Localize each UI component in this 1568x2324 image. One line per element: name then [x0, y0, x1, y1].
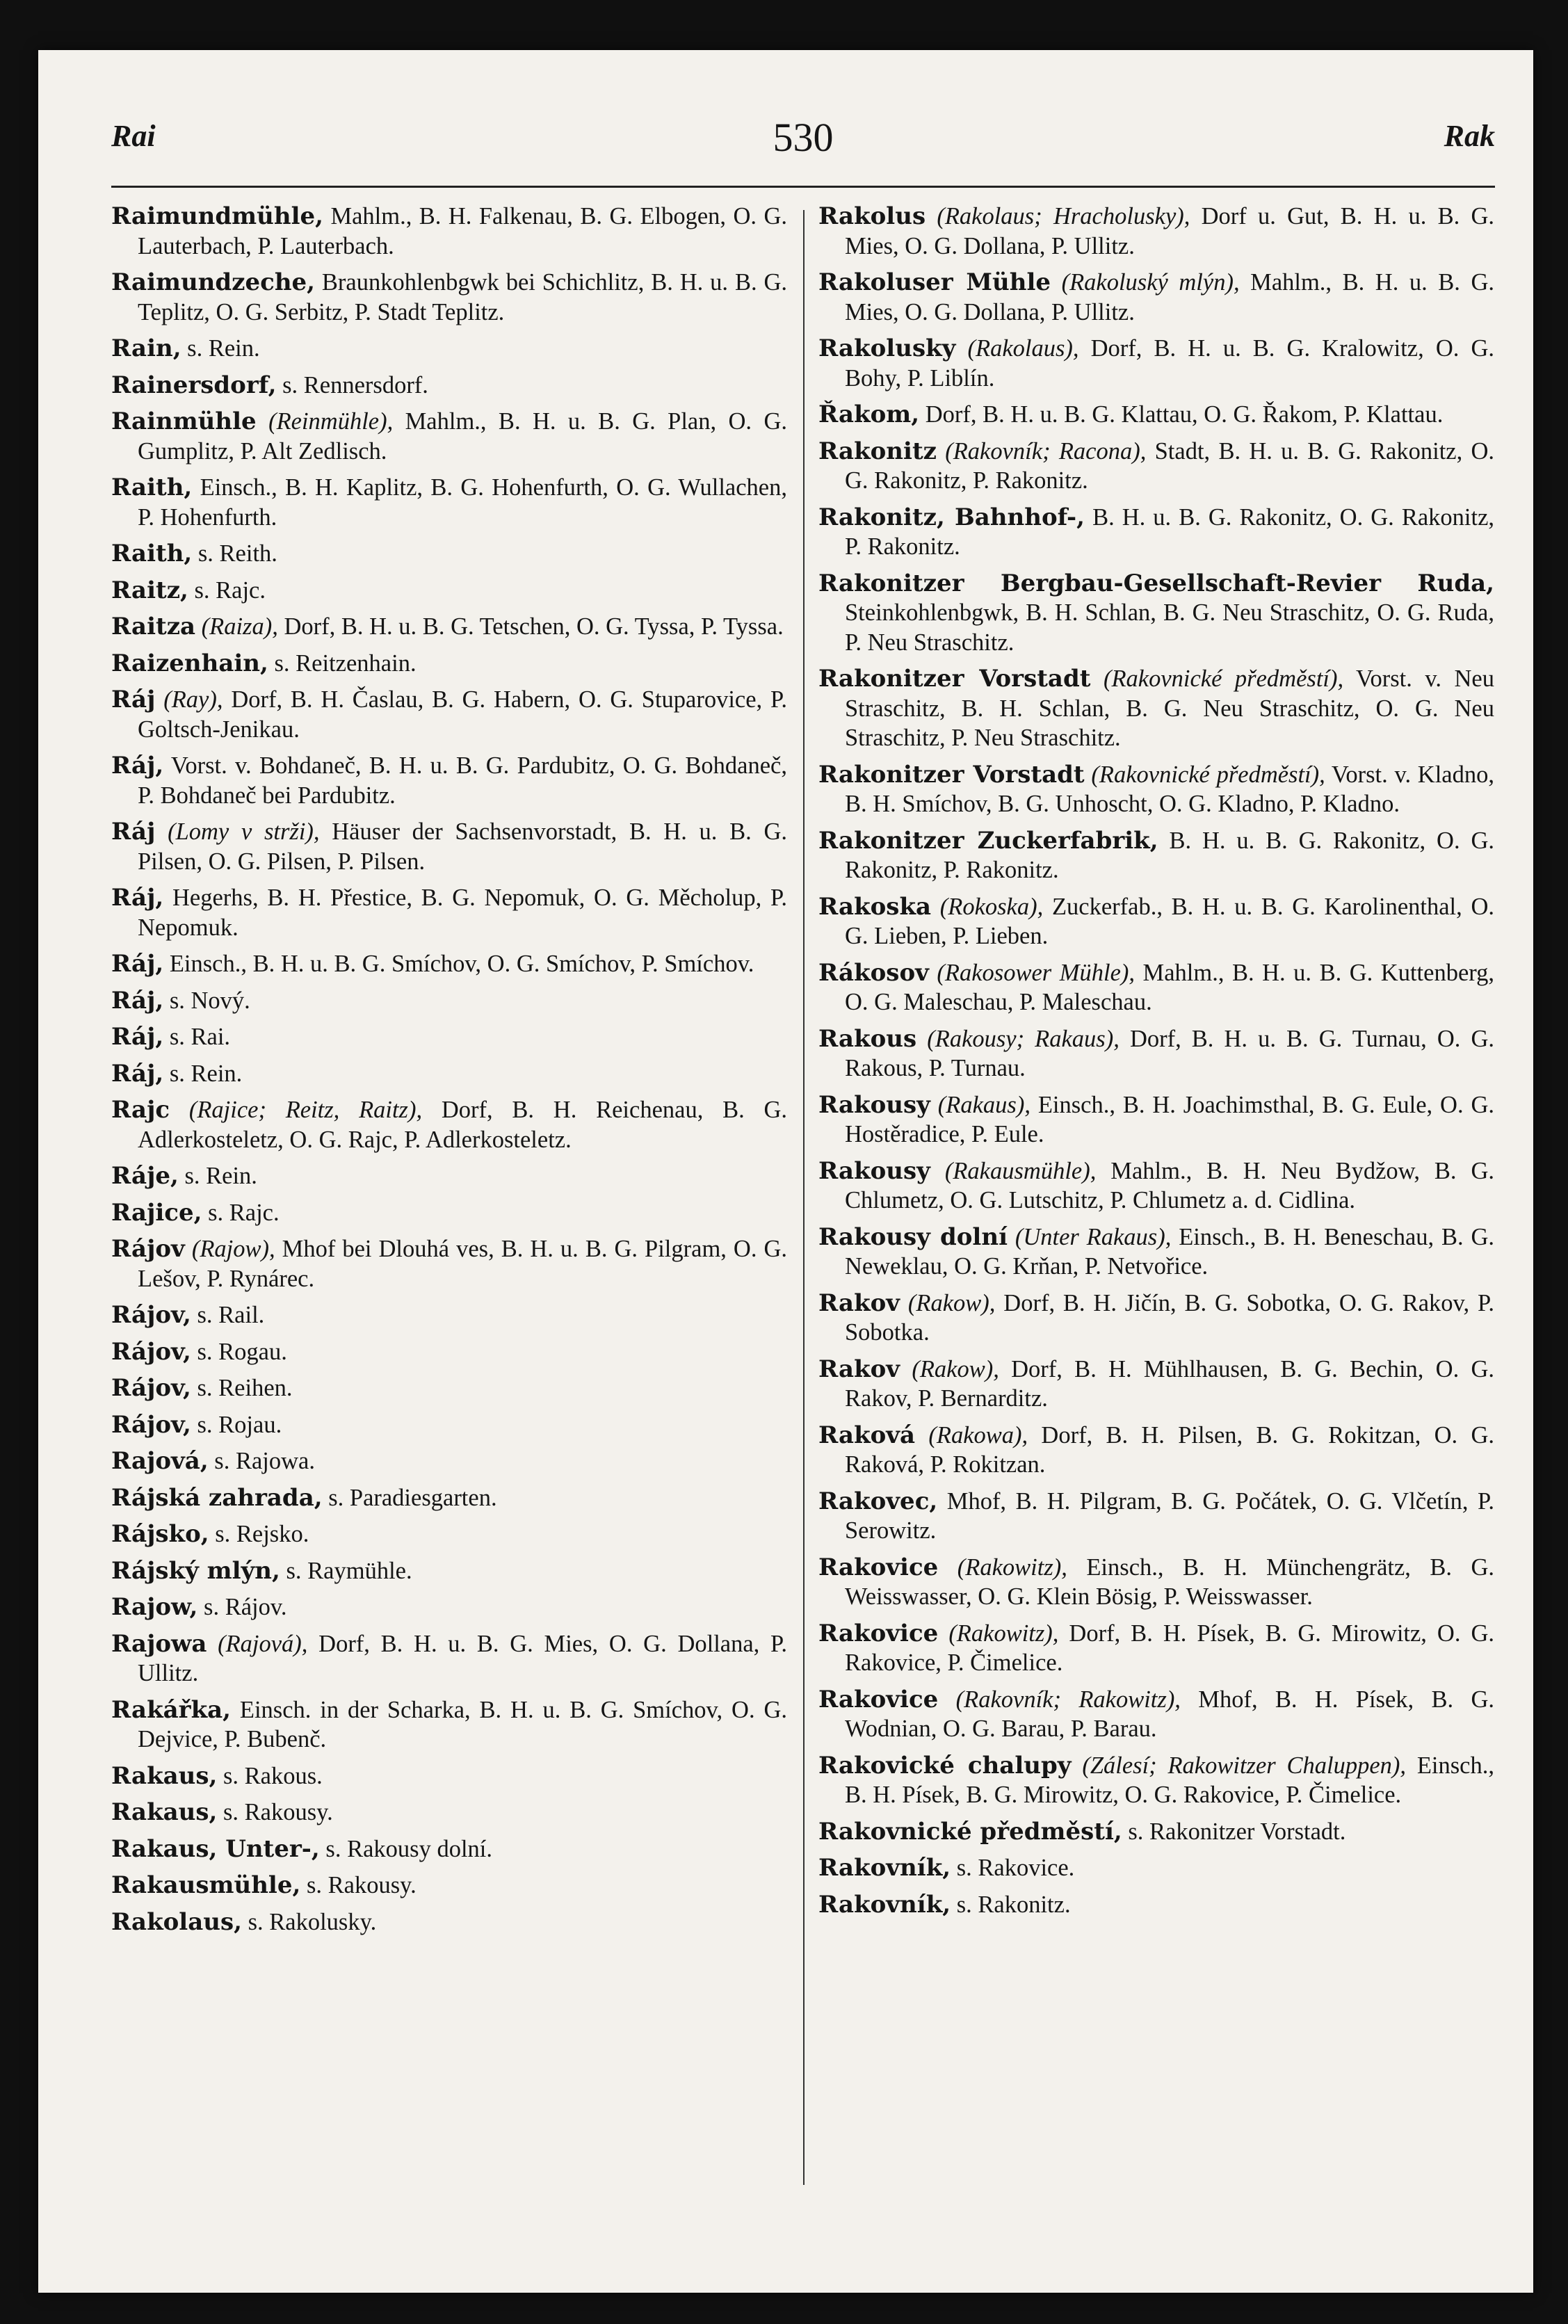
entry-description: s. Rakovice. — [956, 1855, 1075, 1881]
entry-description: Vorst. v. Neu Straschitz, B. H. Schlan, B. G. Neu Straschitz, O. G. Neu Straschitz, P. Neu Straschitz. — [845, 665, 1494, 751]
entry-description: Mahlm., B. H. Neu Bydžow, B. G. Chlumetz, O. G. Lutschitz, P. Chlumetz a. d. Cidlina. — [845, 1157, 1494, 1213]
entry-description: Einsch. in der Scharka, B. H. u. B. G. Smíchov, O. G. Dejvice, P. Bubenč. — [138, 1696, 787, 1752]
gazetteer-entry — [111, 473, 787, 532]
entry-headword: Rájsko, — [111, 1520, 209, 1548]
gazetteer-entry — [111, 1161, 787, 1191]
entry-headword: Rakous — [818, 1024, 917, 1053]
entry-variant-names: (Rakoluský mlýn), — [1061, 269, 1240, 296]
entry-description: s. Rejsko. — [215, 1521, 309, 1547]
gazetteer-entry — [818, 1853, 1494, 1883]
entry-headword: Rakovec, — [818, 1487, 938, 1515]
entry-variant-names: (Unter Rakaus), — [1015, 1223, 1172, 1250]
entry-description: s. Raymühle. — [286, 1557, 412, 1584]
entry-headword: Raitza — [111, 613, 196, 640]
entry-headword: Ráj, — [111, 1059, 164, 1088]
gazetteer-entry — [818, 334, 1494, 393]
entry-variant-names: (Rakolaus), — [967, 335, 1079, 362]
column-divider — [803, 210, 805, 2185]
gazetteer-entry — [111, 649, 787, 679]
page-number: 530 — [773, 115, 834, 160]
entry-headword: Rajc — [111, 1096, 170, 1124]
entry-description: Dorf, B. H. u. B. G. Klattau, O. G. Řakom, P. Klattau. — [925, 401, 1444, 428]
entry-description: Steinkohlenbgwk, B. H. Schlan, B. G. Neu Straschitz, O. G. Ruda, P. Neu Straschitz. — [845, 599, 1494, 656]
entry-headword: Rájov, — [111, 1410, 191, 1439]
entry-headword: Ráj, — [111, 884, 164, 912]
entry-headword: Rajová, — [111, 1447, 209, 1475]
entry-description: s. Rájov. — [204, 1594, 287, 1620]
gazetteer-entry — [111, 1907, 787, 1937]
entry-variant-names: (Rakaus), — [937, 1091, 1030, 1118]
entry-description: Dorf, B. H. Písek, B. G. Mirowitz, O. G. Rakovice, P. Čimelice. — [845, 1620, 1495, 1676]
entry-headword: Rainersdorf, — [111, 371, 277, 399]
entry-variant-names: (Lomy v strži), — [168, 818, 320, 845]
dictionary-page — [38, 50, 1533, 2293]
entry-headword: Rakovice — [818, 1685, 939, 1713]
entry-headword: Rakousy — [818, 1090, 930, 1119]
entry-variant-names: (Reinmühle), — [268, 408, 394, 435]
gazetteer-entry — [111, 1198, 787, 1228]
entry-headword: Rájov — [111, 1235, 185, 1263]
gazetteer-entry — [818, 400, 1494, 430]
entry-description: B. H. u. B. G. Rakonitz, O. G. Rakonitz, P. Rakonitz. — [845, 827, 1494, 883]
entry-headword: Rakoluser Mühle — [818, 268, 1051, 296]
gazetteer-entry — [818, 437, 1494, 496]
entry-headword: Rakovice — [818, 1619, 939, 1647]
entry-description: s. Rein. — [187, 335, 260, 362]
entry-description: Dorf, B. H. Pilsen, B. G. Rokitzan, O. G. Raková, P. Rokitzan. — [845, 1421, 1494, 1478]
entry-headword: Rakonitzer Vorstadt — [818, 760, 1085, 789]
entry-headword: Rakonitzer Zuckerfabrik, — [818, 826, 1158, 855]
entry-description: Einsch., B. H. Písek, B. G. Mirowitz, O. G. Rakovice, P. Čimelice. — [845, 1752, 1494, 1808]
entry-description: Stadt, B. H. u. B. G. Rakonitz, O. G. Rakonitz, P. Rakonitz. — [845, 437, 1495, 494]
gazetteer-entry — [111, 202, 787, 261]
entry-variant-names: (Rakovnické předměstí), — [1103, 665, 1344, 692]
entry-headword: Raková — [818, 1421, 916, 1449]
entry-variant-names: (Rakovník; Racona), — [945, 437, 1147, 465]
gazetteer-entry — [818, 1024, 1494, 1083]
entry-variant-names: (Rajow), — [191, 1236, 275, 1262]
entry-headword: Rájov, — [111, 1374, 191, 1402]
gazetteer-entry — [111, 371, 787, 401]
entry-description: s. Rakousy. — [306, 1872, 417, 1898]
entry-description: s. Rakonitzer Vorstadt. — [1128, 1818, 1346, 1845]
entry-headword: Rakaus, — [111, 1761, 218, 1790]
entry-description: Vorst. v. Bohdaneč, B. H. u. B. G. Pardubitz, O. G. Bohdaneč, P. Bohdaneč bei Pardubitz. — [138, 752, 787, 809]
gazetteer-entry — [111, 268, 787, 327]
entry-headword: Rakonitzer Bergbau-Gesellschaft-Revier Ruda, — [818, 569, 1494, 597]
entry-headword: Rajice, — [111, 1198, 202, 1227]
entry-headword: Rakonitzer Vorstadt — [818, 665, 1091, 693]
gazetteer-entry — [818, 503, 1494, 562]
gazetteer-entry — [818, 268, 1494, 327]
entry-headword: Raizenhain, — [111, 649, 268, 677]
entry-headword: Rakolus — [818, 202, 926, 230]
entry-headword: Rakousy — [818, 1156, 930, 1185]
header-rule — [111, 186, 1495, 188]
gazetteer-entry — [111, 1483, 787, 1513]
gazetteer-entry — [111, 1695, 787, 1754]
entry-description: s. Rajowa. — [214, 1448, 315, 1474]
entry-description: Mhof, B. H. Písek, B. G. Wodnian, O. G. Barau, P. Barau. — [845, 1686, 1495, 1742]
entry-variant-names: (Rajová), — [218, 1630, 308, 1657]
entry-description: s. Rogau. — [197, 1338, 287, 1365]
entry-description: Vorst. v. Kladno, B. H. Smíchov, B. G. Unhoscht, O. G. Kladno, P. Kladno. — [845, 761, 1494, 817]
gazetteer-entry — [818, 1890, 1494, 1920]
header-right-catchword: Rak — [1444, 119, 1495, 153]
gazetteer-entry — [818, 202, 1494, 261]
header-left-catchword: Rai — [111, 119, 156, 153]
gazetteer-entry — [818, 1553, 1494, 1612]
entry-description: s. Rennersdorf. — [282, 371, 428, 398]
entry-headword: Rakaus, Unter-, — [111, 1834, 320, 1863]
entry-description: s. Rakousy. — [223, 1799, 333, 1825]
entry-description: s. Rakolusky. — [248, 1908, 377, 1935]
gazetteer-entry — [111, 1592, 787, 1622]
entry-description: s. Rein. — [184, 1163, 257, 1189]
entry-description: s. Rein. — [169, 1060, 243, 1087]
gazetteer-entry — [818, 1156, 1494, 1216]
entry-headword: Rakaus, — [111, 1798, 218, 1826]
entry-variant-names: (Rakausmühle), — [944, 1157, 1097, 1184]
gazetteer-entry — [818, 1090, 1494, 1149]
gazetteer-entry — [111, 949, 787, 979]
entry-headword: Ráj, — [111, 752, 164, 780]
gazetteer-entry — [111, 407, 787, 466]
gazetteer-entry — [111, 751, 787, 810]
gazetteer-entry — [111, 1234, 787, 1293]
entry-description: s. Rail. — [197, 1302, 265, 1328]
entry-description: Dorf, B. H. Mühlhausen, B. G. Bechin, O. G. Rakov, P. Bernarditz. — [845, 1355, 1495, 1412]
gazetteer-entry — [111, 986, 787, 1016]
gazetteer-entry — [818, 826, 1494, 885]
entry-headword: Rakářka, — [111, 1695, 231, 1724]
right-column — [818, 202, 1494, 1926]
entry-headword: Rakovník, — [818, 1890, 951, 1919]
entry-description: Dorf, B. H. Časlau, B. G. Habern, O. G. Stuparovice, P. Goltsch-Jenikau. — [138, 686, 787, 743]
gazetteer-entry — [111, 1556, 787, 1586]
entry-headword: Rakov — [818, 1289, 900, 1317]
left-column — [111, 202, 787, 1944]
entry-description: Zuckerfab., B. H. u. B. G. Karolinenthal, O. G. Lieben, P. Lieben. — [845, 893, 1494, 949]
entry-description: s. Paradiesgarten. — [328, 1484, 497, 1511]
gazetteer-entry — [818, 1619, 1494, 1678]
gazetteer-entry — [818, 569, 1494, 658]
entry-headword: Rakolaus, — [111, 1907, 242, 1936]
entry-description: s. Nový. — [169, 987, 250, 1014]
gazetteer-entry — [111, 334, 787, 364]
entry-variant-names: (Rakousy; Rakaus), — [927, 1025, 1120, 1052]
entry-description: Einsch., B. H. Beneschau, B. G. Neweklau, O. G. Krňan, P. Netvořice. — [845, 1223, 1495, 1280]
entry-description: Einsch., B. H. Kaplitz, B. G. Hohenfurth, O. G. Wullachen, P. Hohenfurth. — [138, 474, 787, 531]
entry-variant-names: (Rakovnické předměstí), — [1091, 761, 1325, 788]
entry-variant-names: (Rakow), — [907, 1289, 996, 1316]
entry-description: Mahlm., B. H. u. B. G. Kuttenberg, O. G. Maleschau, P. Maleschau. — [845, 959, 1495, 1015]
entry-headword: Řakom, — [818, 401, 920, 428]
gazetteer-entry — [111, 1373, 787, 1403]
entry-variant-names: (Ray), — [163, 686, 223, 713]
gazetteer-entry — [111, 1095, 787, 1154]
entry-variant-names: (Rakovník; Rakowitz), — [955, 1686, 1181, 1713]
entry-description: Dorf, B. H. u. B. G. Tetschen, O. G. Tyssa, P. Tyssa. — [284, 613, 784, 640]
entry-headword: Rákosov — [818, 958, 929, 987]
entry-headword: Rakonitz — [818, 437, 937, 465]
gazetteer-entry — [818, 892, 1494, 951]
entry-headword: Raimundzeche, — [111, 268, 316, 296]
entry-description: Dorf, B. H. Jičín, B. G. Sobotka, O. G. Rakov, P. Sobotka. — [845, 1289, 1495, 1346]
entry-description: s. Rakous. — [223, 1762, 323, 1789]
gazetteer-entry — [111, 1519, 787, 1549]
gazetteer-entry — [111, 1761, 787, 1791]
entry-description: s. Rakonitz. — [956, 1891, 1071, 1918]
entry-description: s. Reihen. — [197, 1375, 293, 1401]
entry-description: Mahlm., B. H. u. B. G. Plan, O. G. Gumplitz, P. Alt Zedlisch. — [138, 408, 788, 465]
entry-description: s. Rajc. — [194, 576, 266, 604]
entry-headword: Rainmühle — [111, 407, 257, 435]
gazetteer-entry — [818, 1289, 1494, 1348]
entry-description: Einsch., B. H. Münchengrätz, B. G. Weisswasser, O. G. Klein Bösig, P. Weisswasser. — [845, 1554, 1495, 1610]
entry-description: s. Reitzenhain. — [274, 649, 417, 677]
entry-headword: Rakovice — [818, 1553, 939, 1581]
entry-headword: Rain, — [111, 334, 181, 362]
entry-variant-names: (Rakolaus; Hracholusky), — [937, 203, 1190, 229]
entry-description: Dorf, B. H. u. B. G. Mies, O. G. Dollana, P. Ullitz. — [138, 1630, 787, 1686]
entry-description: Einsch., B. H. Joachimsthal, B. G. Eule, O. G. Hostěradice, P. Eule. — [845, 1091, 1495, 1147]
entry-variant-names: (Rajice; Reitz, Raitz), — [188, 1097, 423, 1123]
entry-variant-names: (Rakosower Mühle), — [937, 959, 1135, 986]
entry-description: Mhof bei Dlouhá ves, B. H. u. B. G. Pilgram, O. G. Lešov, P. Rynárec. — [138, 1236, 788, 1292]
entry-description: s. Reith. — [197, 540, 277, 567]
gazetteer-entry — [111, 612, 787, 642]
entry-description: s. Rojau. — [197, 1411, 282, 1438]
entry-headword: Raith, — [111, 474, 193, 501]
entry-headword: Raitz, — [111, 576, 188, 604]
gazetteer-entry — [111, 883, 787, 942]
entry-description: Einsch., B. H. u. B. G. Smíchov, O. G. Smíchov, P. Smíchov. — [169, 951, 754, 977]
entry-description: s. Rai. — [169, 1024, 231, 1050]
entry-headword: Rájov, — [111, 1301, 191, 1329]
entry-variant-names: (Rakow), — [912, 1355, 999, 1382]
gazetteer-entry — [111, 1629, 787, 1688]
entry-description: Dorf, B. H. Reichenau, B. G. Adlerkosteletz, O. G. Rajc, P. Adlerkosteletz. — [138, 1097, 788, 1153]
entry-headword: Raimundmühle, — [111, 202, 323, 230]
gazetteer-entry — [111, 685, 787, 744]
entry-headword: Rakov — [818, 1355, 900, 1383]
entry-headword: Ráj, — [111, 986, 164, 1015]
entry-description: Mahlm., B. H. Falkenau, B. G. Elbogen, O. G. Lauterbach, P. Lauterbach. — [138, 203, 788, 259]
gazetteer-entry — [111, 1022, 787, 1052]
gazetteer-entry — [818, 1751, 1494, 1810]
gazetteer-entry — [111, 1834, 787, 1864]
entry-headword: Rájská zahrada, — [111, 1483, 323, 1512]
gazetteer-entry — [111, 539, 787, 569]
entry-headword: Rakovnické předměstí, — [818, 1817, 1122, 1846]
entry-description: B. H. u. B. G. Rakonitz, O. G. Rakonitz, P. Rakonitz. — [845, 503, 1495, 560]
entry-description: s. Rakousy dolní. — [325, 1835, 492, 1862]
entry-description: Braunkohlenbgwk bei Schichlitz, B. H. u. B. G. Teplitz, O. G. Serbitz, P. Stadt Teplitz. — [138, 269, 788, 325]
entry-description: Dorf, B. H. u. B. G. Kralowitz, O. G. Bohy, P. Liblín. — [845, 335, 1494, 392]
entry-description: Dorf u. Gut, B. H. u. B. G. Mies, O. G. Dollana, P. Ullitz. — [845, 203, 1494, 259]
entry-description: Dorf, B. H. u. B. G. Turnau, O. G. Rakous, P. Turnau. — [845, 1025, 1495, 1081]
entry-headword: Ráje, — [111, 1162, 179, 1190]
entry-description: Mahlm., B. H. u. B. G. Mies, O. G. Dollana, P. Ullitz. — [845, 269, 1495, 325]
entry-variant-names: (Zálesí; Rakowitzer Chaluppen), — [1082, 1752, 1407, 1779]
entry-headword: Rakausmühle, — [111, 1871, 301, 1899]
entry-headword: Rakovník, — [818, 1854, 951, 1882]
entry-headword: Rakonitz, Bahnhof-, — [818, 503, 1085, 531]
gazetteer-entry — [818, 1487, 1494, 1546]
gazetteer-entry — [818, 760, 1494, 819]
entry-description: Hegerhs, B. H. Přestice, B. G. Nepomuk, O. G. Měcholup, P. Nepomuk. — [138, 885, 787, 941]
gazetteer-entry — [111, 1798, 787, 1827]
gazetteer-entry — [111, 576, 787, 606]
entry-headword: Ráj, — [111, 1023, 164, 1051]
entry-variant-names: (Rakowa), — [928, 1421, 1028, 1449]
entry-variant-names: (Rokoska), — [939, 893, 1044, 920]
gazetteer-entry — [111, 1300, 787, 1330]
gazetteer-entry — [818, 664, 1494, 753]
gazetteer-entry — [111, 1871, 787, 1901]
gazetteer-entry — [111, 1337, 787, 1367]
gazetteer-entry — [818, 1685, 1494, 1744]
entry-variant-names: (Rakowitz), — [948, 1620, 1059, 1647]
entry-variant-names: (Rakowitz), — [957, 1554, 1067, 1581]
entry-headword: Rajow, — [111, 1593, 198, 1621]
entry-headword: Raith, — [111, 540, 193, 567]
entry-headword: Rájov, — [111, 1337, 191, 1366]
gazetteer-entry — [818, 1421, 1494, 1480]
entry-headword: Rajowa — [111, 1629, 207, 1658]
entry-headword: Rakoska — [818, 892, 932, 921]
gazetteer-entry — [818, 1817, 1494, 1847]
page-header — [111, 115, 1495, 174]
gazetteer-entry — [111, 1410, 787, 1440]
gazetteer-entry — [818, 1222, 1494, 1282]
entry-headword: Rakolusky — [818, 334, 956, 362]
entry-description: Häuser der Sachsenvorstadt, B. H. u. B. G. Pilsen, O. G. Pilsen, P. Pilsen. — [138, 818, 788, 875]
entry-headword: Rájský mlýn, — [111, 1556, 280, 1585]
entry-variant-names: (Raiza), — [201, 613, 278, 640]
gazetteer-entry — [111, 1059, 787, 1089]
entry-headword: Ráj, — [111, 950, 164, 978]
entry-headword: Ráj — [111, 818, 156, 846]
entry-headword: Rakovické chalupy — [818, 1751, 1072, 1780]
gazetteer-entry — [111, 1446, 787, 1476]
entry-description: s. Rajc. — [208, 1199, 280, 1226]
gazetteer-entry — [111, 817, 787, 876]
entry-description: Mhof, B. H. Pilgram, B. G. Počátek, O. G. Vlčetín, P. Serowitz. — [845, 1487, 1494, 1544]
entry-headword: Rakousy dolní — [818, 1222, 1008, 1251]
gazetteer-entry — [818, 1355, 1494, 1414]
entry-headword: Ráj — [111, 686, 156, 713]
gazetteer-entry — [818, 958, 1494, 1017]
